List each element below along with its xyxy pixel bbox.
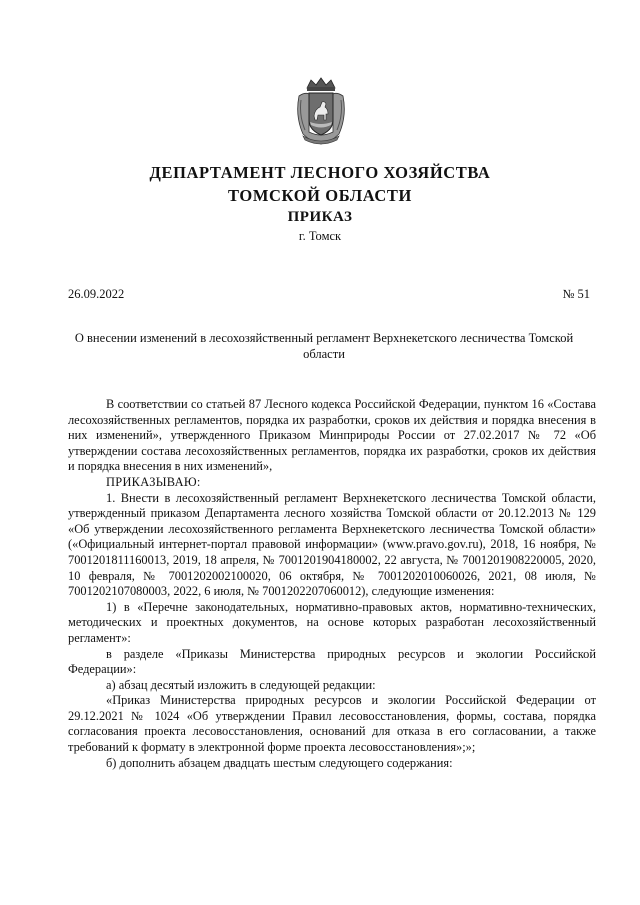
region-title: ТОМСКОЙ ОБЛАСТИ <box>228 186 412 205</box>
paragraph-subitem-a: а) абзац десятый изложить в следующей редакции: <box>106 677 376 692</box>
paragraph-legal-basis: В соответствии со статьей 87 Лесного кодекса Российской Федерации, пунктом 16 «Состава лесохозяйственных регламентов, порядка их разработки, сроков их действия и порядка внесения в них изменений», утвержденного Приказом Минприроды России от 27.02.2017 № 72 «Об утверждении состава лесохозяйственных регламентов, порядка их разработки, сроков их действия и порядка внесения в них изменений», <box>68 397 596 474</box>
coat-of-arms-emblem <box>293 76 349 146</box>
document-body <box>68 397 596 771</box>
paragraph-section: в разделе «Приказы Министерства природных ресурсов и экологии Российской Федерации»: <box>68 646 596 677</box>
department-title: ДЕПАРТАМЕНТ ЛЕСНОГО ХОЗЯЙСТВА <box>149 163 491 182</box>
document-subject: О внесении изменений в лесохозяйственный регламент Верхнекетского лесничества Томской области <box>74 331 574 361</box>
paragraph-order-keyword: ПРИКАЗЫВАЮ: <box>106 474 201 489</box>
document-type: ПРИКАЗ <box>287 209 353 225</box>
document-date: 26.09.2022 <box>68 287 125 301</box>
document-number: № 51 <box>562 287 590 301</box>
paragraph-item-1: 1. Внести в лесохозяйственный регламент Верхнекетского лесничества Томской области, утвержденный приказом Департамента лесного хозяйства Томской области от 20.12.2013 № 129 «Об утверждении лесохозяйственного регламента Верхнекетского лесничества Томской области» («Официальный интернет-портал правовой информации» (www.pravo.gov.ru), 2018, 16 ноября, № 7001201811160013, 2019, 18 апреля, № 7001201904180002, 22 августа, № 7001201908220005, 2020, 10 февраля, № 7001202002100020, 06 октября, № 7001202010060026, 2021, 08 июля, № 7001202107080003, 2022, 6 июля, № 7001202207060012), следующие изменения: <box>68 490 596 599</box>
paragraph-subitem-1: 1) в «Перечне законодательных, нормативно-правовых актов, нормативно-технических, методических и проектных документов, на основе которых разработан лесохозяйственный регламент»: <box>68 599 596 645</box>
paragraph-subitem-b: б) дополнить абзацем двадцать шестым следующего содержания: <box>106 755 453 770</box>
city-name: г. Томск <box>298 229 342 243</box>
paragraph-quote: «Приказ Министерства природных ресурсов и экологии Российской Федерации от 29.12.2021 № 1024 «Об утверждении Правил лесовосстановления, формы, состава, порядка согласования проекта лесовосстановления, оснований для отказа в его согласовании, а также требований к формату в электронной форме проекта лесовосстановления»;»; <box>68 693 596 755</box>
